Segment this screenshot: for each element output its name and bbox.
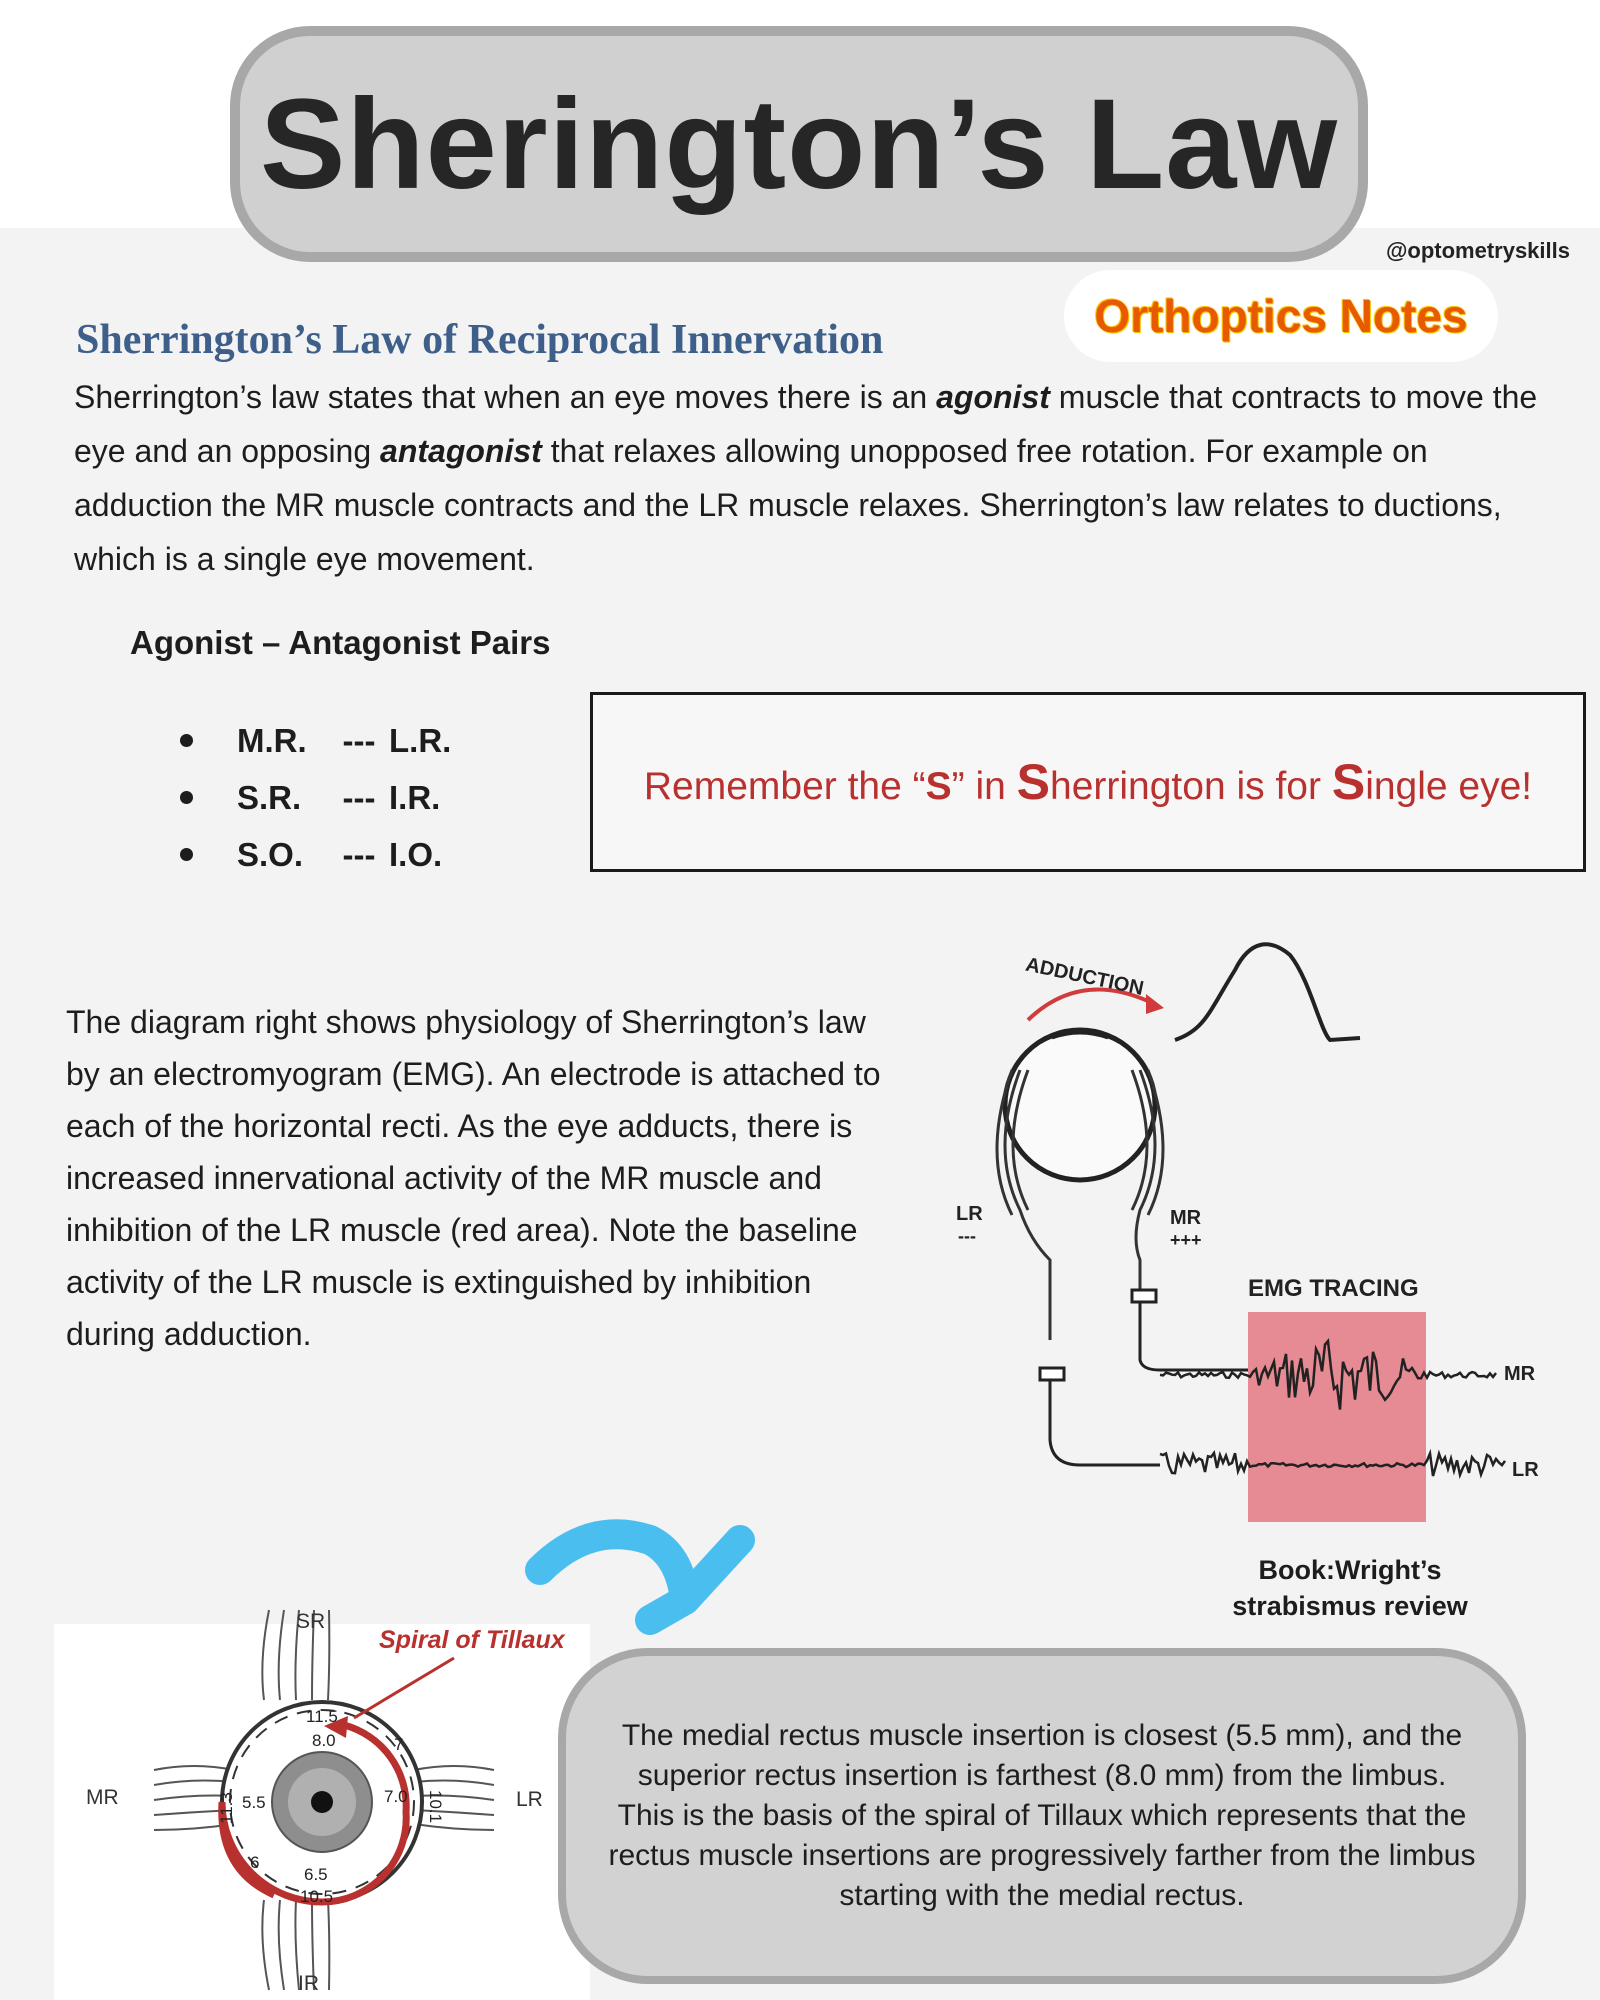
mnemonic-part: ” in	[951, 765, 1017, 808]
distance-label: 11.5	[306, 1707, 338, 1726]
pupil-icon	[311, 1791, 333, 1813]
lr-lead-wire	[1050, 1380, 1160, 1465]
mr-sign: +++	[1170, 1230, 1202, 1250]
lr-trace-label: LR	[1512, 1459, 1539, 1481]
emg-tracing-label: EMG TRACING	[1248, 1275, 1419, 1302]
adduction-label: ADDUCTION	[1023, 953, 1146, 1001]
spiral-label: Spiral of Tillaux	[379, 1626, 565, 1654]
mr-trace-label: MR	[1504, 1363, 1536, 1385]
intro-paragraph	[74, 370, 1552, 586]
distance-label: 10.5	[300, 1887, 334, 1906]
pairs-list	[180, 712, 451, 883]
section-heading: Sherrington’s Law of Reciprocal Innervation	[76, 317, 884, 363]
antagonist-label: I.R.	[389, 778, 441, 816]
mr-label: MR	[86, 1786, 119, 1809]
author-handle: @optometryskills	[1385, 238, 1570, 263]
antagonist-label: I.O.	[389, 835, 443, 873]
adduction-curve	[1175, 944, 1360, 1040]
category-badge-label: Orthoptics Notes	[1094, 290, 1468, 342]
intro-text-2: muscle that contracts to move the eye and an opposing	[74, 379, 1538, 469]
mnemonic-s: S	[1331, 754, 1366, 810]
pair-separator: ---	[342, 835, 376, 873]
emg-diagram	[950, 920, 1570, 1540]
book-credit-line: strabismus review	[1232, 1591, 1468, 1621]
lr-label: LR	[516, 1788, 543, 1811]
pair-separator: ---	[342, 721, 376, 759]
distance-label: 6.5	[304, 1865, 328, 1884]
lr-electrode-icon	[1040, 1368, 1064, 1380]
distance-label: 8.0	[312, 1731, 336, 1750]
spiral-pointer	[354, 1658, 454, 1718]
antagonist-label: L.R.	[389, 721, 452, 759]
insertion-summary-box	[558, 1648, 1526, 1984]
intro-text-1: Sherrington’s law states that when an eye moves there is an	[74, 379, 937, 415]
inhibition-zone	[1248, 1312, 1426, 1522]
term-agonist: agonist	[936, 379, 1050, 415]
lr-sign: ---	[958, 1226, 976, 1246]
bullet-icon	[180, 848, 193, 861]
mr-electrode-icon	[1132, 1290, 1156, 1302]
mnemonic-part: ingle eye!	[1365, 765, 1533, 808]
page-title: Sherington’s Law	[260, 72, 1338, 216]
distance-label: 7	[394, 1735, 404, 1754]
list-item	[180, 712, 451, 769]
distance-label: 11.3	[217, 1792, 236, 1824]
agonist-label: M.R.	[237, 721, 307, 759]
sr-label: SR	[296, 1610, 326, 1633]
distance-label: 7.0	[384, 1787, 408, 1806]
intro-text-3: that relaxes allowing unopposed free rotation. For example on adduction the MR muscle contracts and the LR muscle relaxes. Sherrington’s law relates to ductions, which is a single eye movement.	[74, 433, 1502, 577]
adduction-arrowhead-icon	[1146, 994, 1164, 1014]
book-credit	[1190, 1552, 1510, 1624]
spiral-of-tillaux-diagram	[54, 1550, 594, 2000]
mnemonic-text	[644, 753, 1532, 811]
bullet-icon	[180, 734, 193, 747]
emg-description: The diagram right shows physiology of Sherrington’s law by an electromyogram (EMG). An electrode is attached to each of the horizontal recti. As the eye adducts, there is increased innervational activity of the MR muscle and inhibition of the LR muscle (red area). Note the baseline activity of the LR muscle is extinguished by inhibition during adduction.	[66, 1004, 881, 1352]
mnemonic-box	[590, 692, 1586, 872]
term-antagonist: antagonist	[380, 433, 542, 469]
distance-label: 10.1	[426, 1790, 445, 1824]
agonist-label: S.R.	[237, 778, 302, 816]
mnemonic-s: S	[925, 765, 952, 808]
mnemonic-part: herrington is for	[1050, 765, 1332, 808]
distance-label: 6	[250, 1853, 260, 1872]
agonist-label: S.O.	[237, 835, 304, 873]
mnemonic-s: S	[1016, 754, 1051, 810]
ir-label: IR	[298, 1972, 319, 1995]
title-banner	[230, 26, 1368, 262]
book-credit-line: Book:Wright’s	[1258, 1555, 1442, 1585]
mr-lead-wire	[1140, 1302, 1250, 1370]
list-item	[180, 769, 451, 826]
bullet-icon	[180, 791, 193, 804]
distance-label: 5.5	[242, 1793, 266, 1812]
lr-label: LR	[956, 1203, 983, 1225]
pairs-heading: Agonist – Antagonist Pairs	[130, 624, 551, 661]
insertion-summary-text: The medial rectus muscle insertion is closest (5.5 mm), and the superior rectus insertion is farthest (8.0 mm) from the limbus. This is the basis of the spiral of Tillaux which represents that the rectus muscle insertions are progressively farther from the limbus starting with the medial rectus.	[608, 1719, 1476, 1912]
list-item	[180, 826, 451, 883]
mnemonic-part: Remember the “	[643, 765, 926, 808]
mr-label: MR	[1170, 1207, 1202, 1229]
category-badge	[1064, 270, 1498, 362]
pair-separator: ---	[342, 778, 376, 816]
eyeball-icon	[1005, 1030, 1155, 1180]
